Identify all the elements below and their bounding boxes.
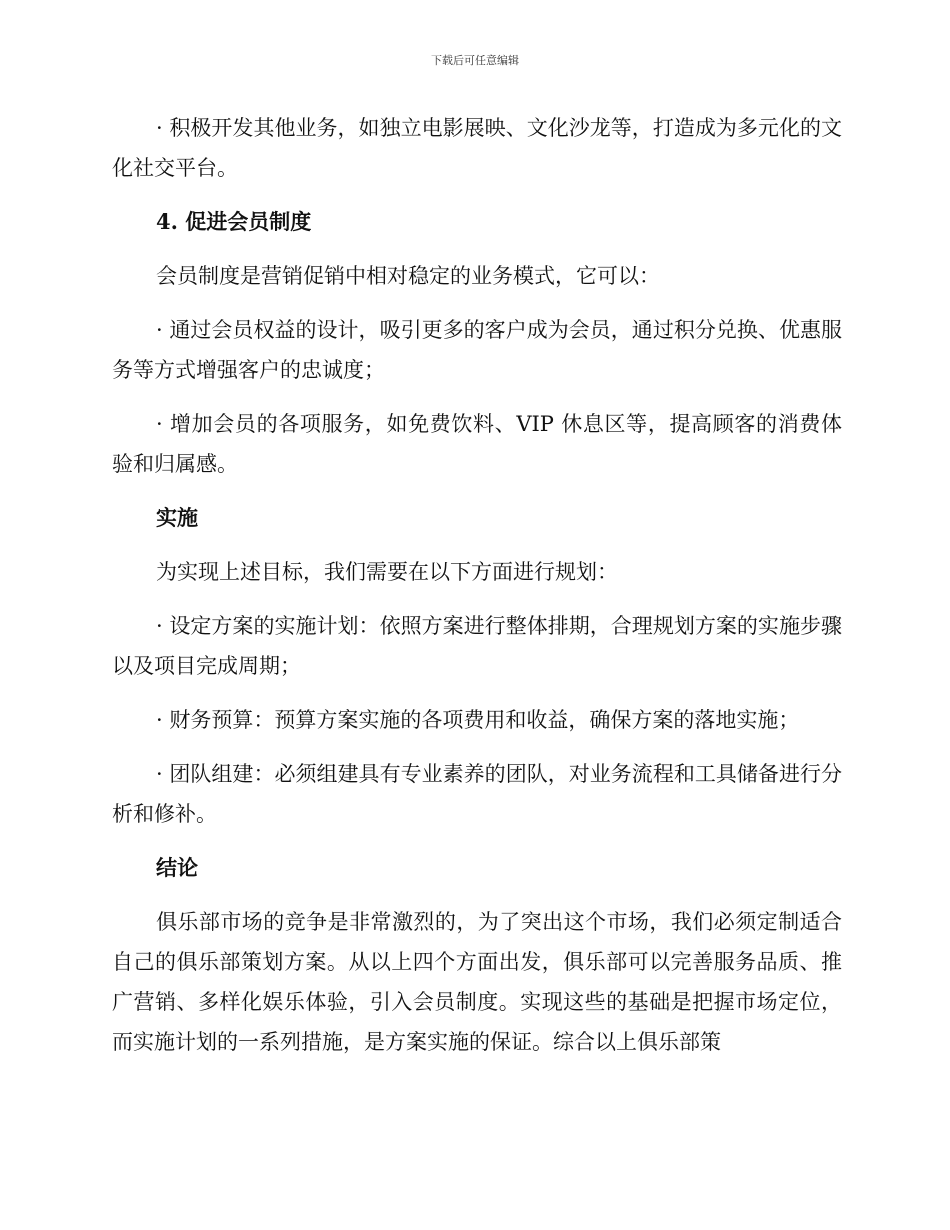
paragraph: 为实现上述目标，我们需要在以下方面进行规划：	[156, 560, 618, 584]
document-body	[112, 108, 842, 1062]
paragraph: 俱乐部市场的竞争是非常激烈的，为了突出这个市场，我们必须定制适合自己的俱乐部策划方案。从以上四个方面出发，俱乐部可以完善服务品质、推广营销、多样化娱乐体验，引入会员制度。实现这些的基础是把握市场定位，而实施计划的一系列措施，是方案实施的保证。综合以上俱乐部策	[112, 910, 842, 1054]
bullet-paragraph: · 通过会员权益的设计，吸引更多的客户成为会员，通过积分兑换、优惠服务等方式增强客户的忠诚度；	[112, 318, 842, 382]
bullet-paragraph: · 财务预算：预算方案实施的各项费用和收益，确保方案的落地实施；	[156, 708, 800, 732]
bullet-paragraph: · 增加会员的各项服务，如免费饮料、VIP 休息区等，提高顾客的消费体验和归属感。	[112, 412, 842, 476]
section-heading: 实施	[156, 505, 198, 530]
bullet-paragraph: · 设定方案的实施计划：依照方案进行整体排期，合理规划方案的实施步骤以及项目完成周期；	[112, 614, 842, 678]
page-header: 下载后可任意编辑	[431, 54, 519, 67]
section-heading: 4. 促进会员制度	[156, 209, 312, 234]
paragraph: 会员制度是营销促销中相对稳定的业务模式，它可以：	[156, 264, 660, 288]
section-heading: 结论	[156, 855, 198, 880]
bullet-paragraph: · 积极开发其他业务，如独立电影展映、文化沙龙等，打造成为多元化的文化社交平台。	[112, 116, 842, 180]
bullet-paragraph: · 团队组建：必须组建具有专业素养的团队，对业务流程和工具储备进行分析和修补。	[112, 762, 842, 826]
